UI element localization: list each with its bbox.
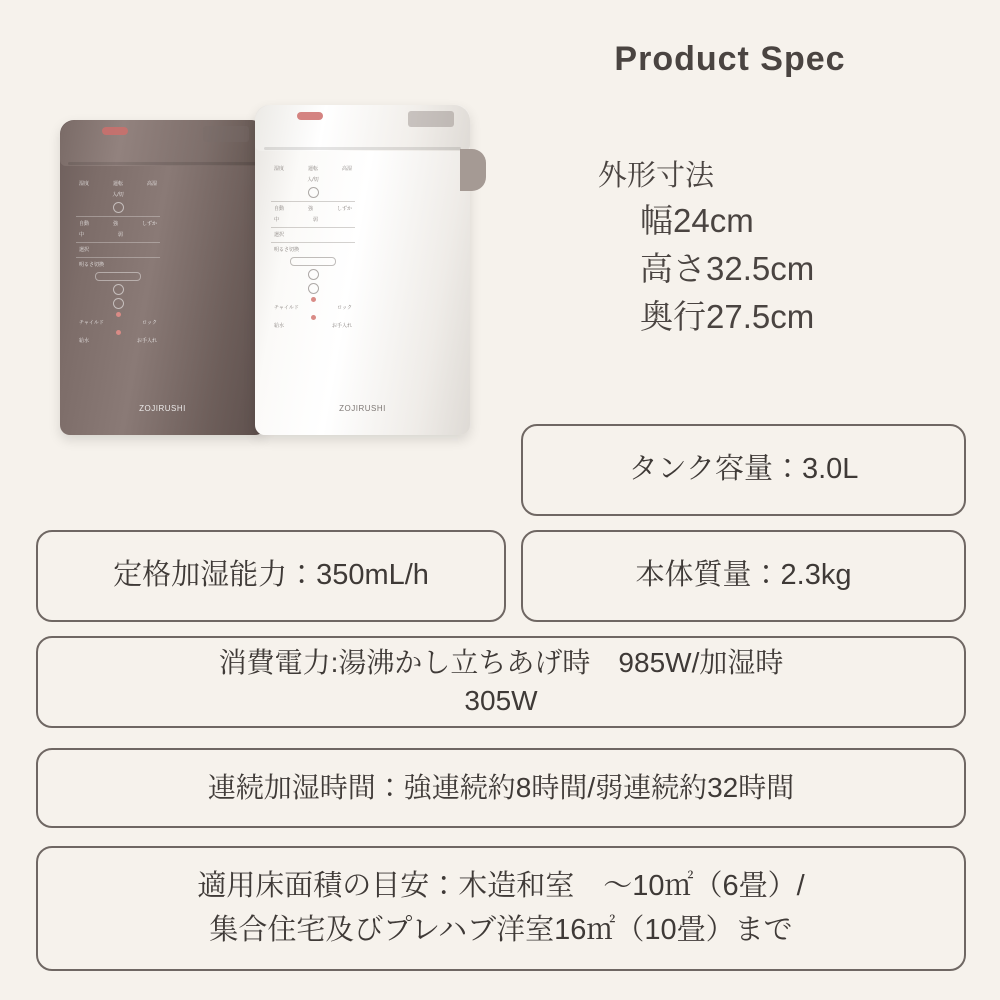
timer-button-icon [113, 284, 124, 295]
lid-release-button-icon [297, 112, 323, 120]
brand-logo: ZOJIRUSHI [339, 404, 386, 413]
humidifier-unit-white [255, 105, 470, 435]
power-button-icon [308, 187, 319, 198]
status-lamp-icon [311, 297, 316, 302]
status-lamp-icon [116, 312, 121, 317]
lock-lamp-icon [311, 315, 316, 320]
mode-button-icon [308, 283, 319, 294]
lid-seam [264, 147, 462, 150]
spec-box-humidifying-capacity [36, 530, 506, 622]
spec-text-lines [197, 865, 804, 952]
humidifier-unit-dark [60, 120, 265, 435]
lid-release-button-icon [102, 127, 128, 135]
spec-text: タンク容量：3.0L [628, 453, 859, 486]
control-panel: 湿度 運転 高湿 入/切 自動 強 しずか 中 弱 選択 明るさ切換 チャイルド ロック 給水 お手入れ [76, 180, 160, 410]
spec-text-lines [219, 644, 784, 720]
timer-button-icon [308, 269, 319, 280]
spec-text: 連続加湿時間：強連続約8時間/弱連続約32時間 [207, 772, 795, 804]
spec-text: 本体質量：2.3kg [635, 559, 852, 592]
lid-seam [68, 162, 257, 165]
mode-button-icon [113, 298, 124, 309]
control-panel: 湿度 運転 高湿 入/切 自動 強 しずか 中 弱 選択 明るさ切換 チャイルド ロック 給水 お手入れ [271, 165, 355, 395]
dimensions-block [598, 155, 814, 341]
dimension-width: 幅24cm [640, 202, 754, 240]
spec-text: 定格加湿能力：350mL/h [113, 559, 429, 592]
spec-box-weight [521, 530, 966, 622]
carry-handle [460, 149, 486, 191]
dimension-height: 高さ32.5cm [640, 249, 815, 287]
brand-logo: ZOJIRUSHI [139, 404, 186, 413]
lock-lamp-icon [116, 330, 121, 335]
spec-box-power-consumption [36, 636, 966, 728]
spec-box-continuous-runtime [36, 748, 966, 828]
spec-box-applicable-floor-area [36, 846, 966, 971]
brightness-toggle-icon [95, 272, 141, 281]
product-photo [40, 95, 510, 485]
page-title: Product Spec [614, 40, 846, 78]
spec-text-line2: 集合住宅及びプレハブ洋室16㎡（10畳）まで [209, 913, 793, 946]
spec-text-line1: 適用床面積の目安：木造和室 ～10㎡（6畳）/ [197, 870, 805, 902]
brightness-toggle-icon [290, 257, 336, 266]
spec-text-line1: 消費電力:湯沸かし立ちあげ時 985W/加湿時 [218, 647, 784, 679]
dimension-depth: 奥行27.5cm [640, 297, 815, 335]
dimensions-heading: 外形寸法 [598, 160, 715, 192]
lid-display-panel [408, 111, 454, 127]
spec-box-tank-capacity [521, 424, 966, 516]
spec-text-line2: 305W [464, 685, 538, 716]
power-button-icon [113, 202, 124, 213]
lid-display-panel [203, 126, 249, 142]
